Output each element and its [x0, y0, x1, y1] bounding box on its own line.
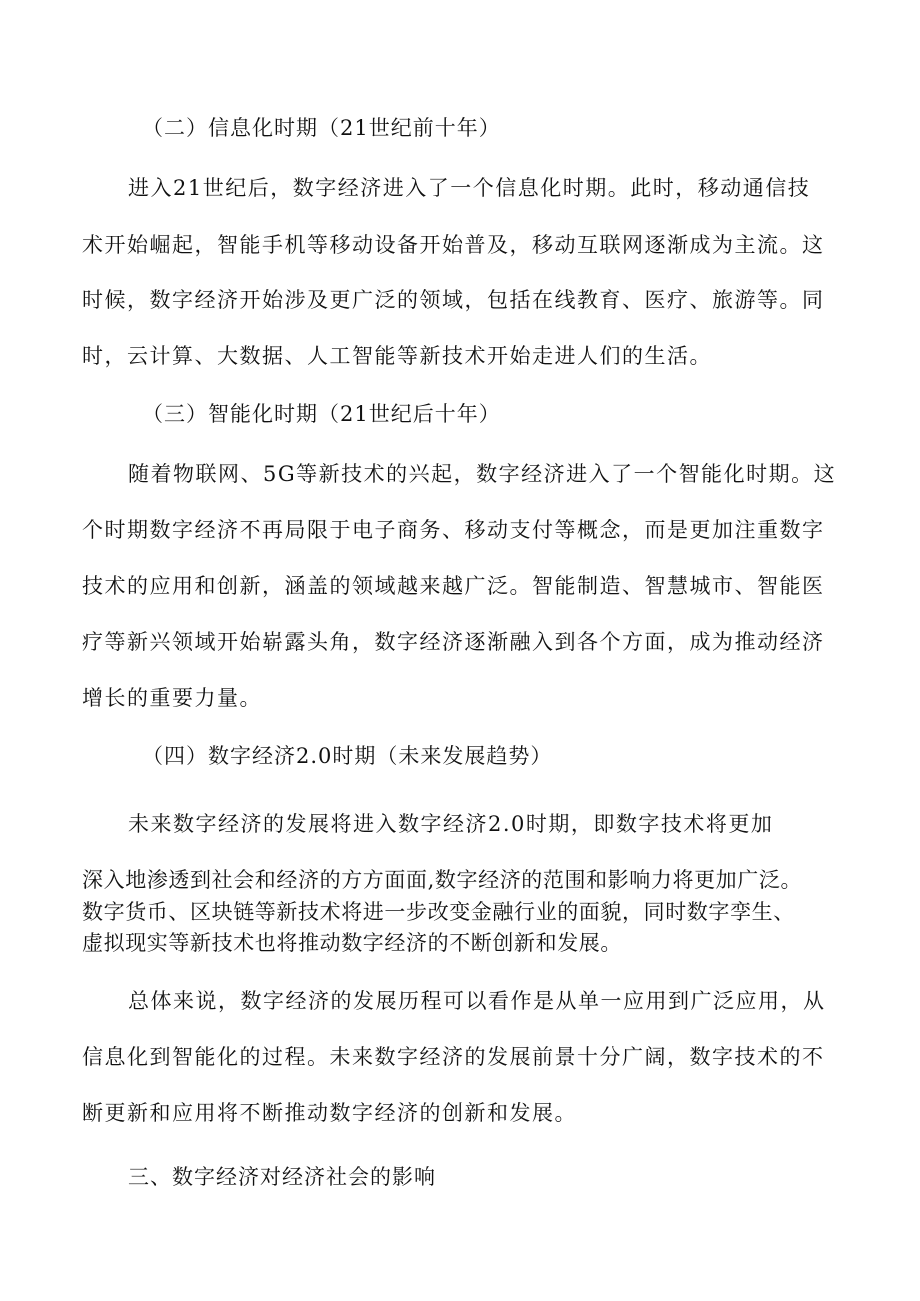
paragraph-line: 深入地渗透到社会和经济的方方面面,数字经济的范围和影响力将更加广泛。 [82, 868, 803, 892]
paragraph-line: 个时期数字经济不再局限于电子商务、移动支付等概念，而是更加注重数字 [82, 518, 825, 542]
paragraph-line: 虚拟现实等新技术也将推动数字经济的不断创新和发展。 [82, 931, 622, 955]
section-heading-digital-economy-2: （四）数字经济2.0时期（未来发展趋势） [142, 744, 553, 768]
paragraph-line: 数字货币、区块链等新技术将进一步改变金融行业的面貌，同时数字孪生、 [82, 900, 795, 924]
paragraph-line: 随着物联网、5G等新技术的兴起，数字经济进入了一个智能化时期。这 [128, 462, 837, 486]
paragraph-line: 术开始崛起，智能手机等移动设备开始普及，移动互联网逐渐成为主流。这 [82, 233, 825, 257]
chapter-heading: 三、数字经济对经济社会的影响 [128, 1165, 436, 1189]
paragraph-line: 增长的重要力量。 [82, 686, 262, 710]
paragraph-line: 时，云计算、大数据、人工智能等新技术开始走进人们的生活。 [82, 344, 712, 368]
summary-line: 信息化到智能化的过程。未来数字经济的发展前景十分广阔，数字技术的不 [82, 1045, 825, 1069]
paragraph-line: 技术的应用和创新，涵盖的领域越来越广泛。智能制造、智慧城市、智能医 [82, 574, 825, 598]
section-heading-informatization: （二）信息化时期（21世纪前十年） [142, 116, 501, 140]
paragraph-line: 时候，数字经济开始涉及更广泛的领域，包括在线教育、医疗、旅游等。同 [82, 288, 825, 312]
paragraph-line: 疗等新兴领域开始崭露头角，数字经济逐渐融入到各个方面，成为推动经济 [82, 630, 825, 654]
paragraph-line: 进入21世纪后，数字经济进入了一个信息化时期。此时，移动通信技 [128, 176, 811, 200]
section-heading-intelligentization: （三）智能化时期（21世纪后十年） [142, 402, 501, 426]
summary-line: 断更新和应用将不断推动数字经济的创新和发展。 [82, 1101, 577, 1125]
paragraph-line: 未来数字经济的发展将进入数字经济2.0时期，即数字技术将更加 [128, 812, 774, 836]
summary-line: 总体来说，数字经济的发展历程可以看作是从单一应用到广泛应用，从 [128, 989, 826, 1013]
